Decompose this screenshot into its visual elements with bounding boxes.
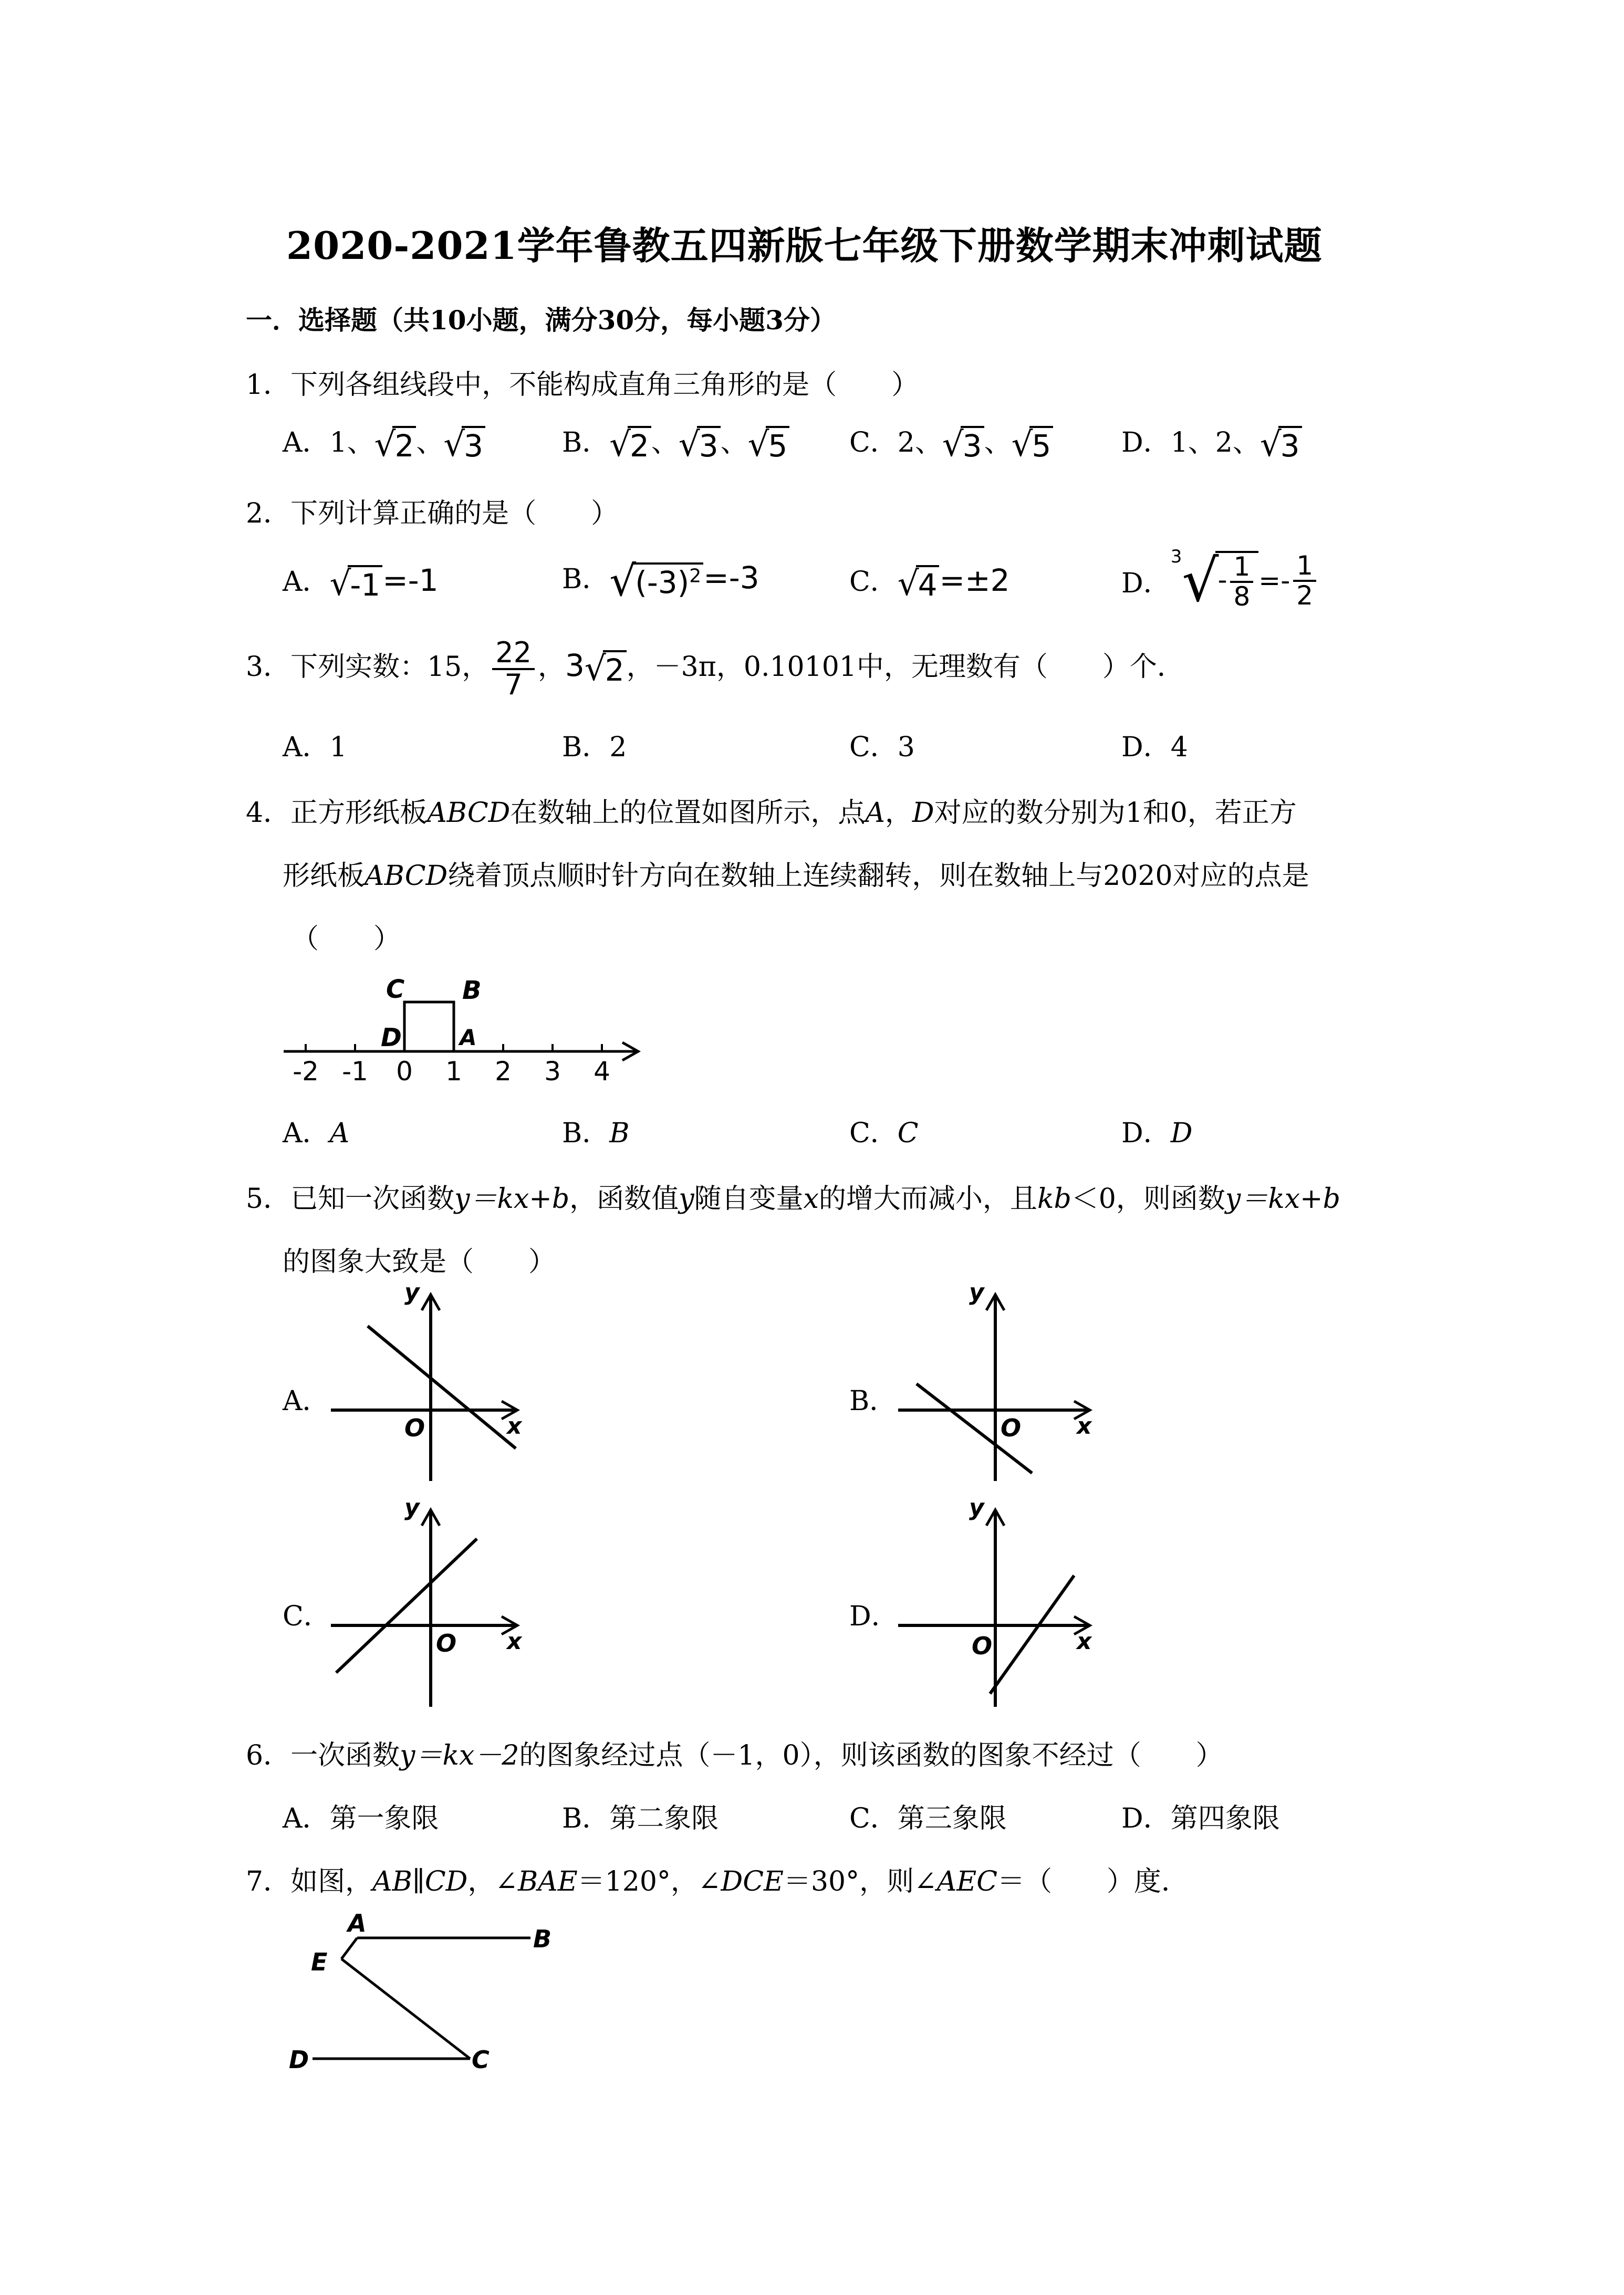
graph-c [331, 1494, 530, 1707]
question-7-stem: 7．如图，AB∥CD，∠BAE＝120°，∠DCE＝30°，则∠AEC＝（ ）度． [246, 1866, 1189, 1897]
origin-label: O [404, 1414, 425, 1442]
axis-y-label: y [404, 1279, 420, 1306]
q2-option-d[interactable]: D．$^3$√- $\frac{1}{8}$ =- $\frac{1}{2}$ [1121, 546, 1319, 614]
q2-option-a[interactable]: A．√-1=-1 [283, 562, 439, 603]
parallel-lines-figure [284, 1909, 578, 2085]
sqrt-symbol: √-1 [330, 564, 383, 603]
q6-option-d[interactable]: D．第四象限 [1121, 1803, 1280, 1834]
origin-label: O [1001, 1414, 1022, 1442]
function-line [368, 1326, 516, 1448]
page-title: 2020-2021学年鲁教五四新版七年级下册数学期末冲刺试题 [286, 223, 1323, 268]
point-label-b: B [533, 1925, 552, 1953]
square-abcd [404, 1002, 454, 1051]
axis-y-label: y [969, 1494, 984, 1521]
sqrt-symbol: √3 [942, 425, 984, 464]
axis-x-label: x [1077, 1413, 1092, 1439]
sqrt-symbol: √3 [1260, 425, 1302, 464]
sqrt-symbol: √4 [898, 564, 940, 603]
q5-option-d[interactable]: D． [849, 1601, 899, 1632]
q5-option-c[interactable]: C． [283, 1601, 331, 1632]
sqrt-symbol: √5 [1012, 425, 1054, 464]
section-heading: 一．选择题（共10小题，满分30分，每小题3分） [246, 305, 836, 336]
sqrt-symbol: √3 [679, 425, 721, 464]
vertex-label-a: A [460, 1025, 477, 1050]
function-line [990, 1576, 1074, 1694]
question-3-stem: 3．下列实数：15， $\frac{22}{7}$ ，3√2，－3π，0.10101中，无理数有（ ）个． [246, 636, 1184, 701]
number-line-figure [278, 972, 646, 1098]
q1-option-c[interactable]: C．2、√3、√5 [849, 420, 1053, 464]
q2-option-c[interactable]: C．√4=±2 [849, 562, 1010, 603]
axis-x-label: x [507, 1628, 522, 1655]
q1-option-d[interactable]: D．1、2、√3 [1121, 420, 1302, 464]
origin-label: O [436, 1629, 457, 1657]
sqrt-symbol: √2 [585, 649, 627, 688]
q1-option-a[interactable]: A．1、√2、√3 [283, 420, 485, 464]
axis-x-label: x [1077, 1628, 1092, 1655]
q4-option-b[interactable]: B．B [562, 1118, 630, 1149]
q6-option-c[interactable]: C．第三象限 [849, 1803, 1007, 1834]
question-4-line1: 4．正方形纸板ABCD在数轴上的位置如图所示，点A，D对应的数分别为1和0，若正方 [246, 797, 1297, 829]
vertex-label-d: D [381, 1023, 402, 1052]
q3-option-b[interactable]: B．2 [562, 732, 627, 763]
q2-option-b[interactable]: B．$√(-3)^2=-3$ [562, 557, 759, 606]
question-6-stem: 6．一次函数y＝kx－2的图象经过点（－1，0），则该函数的图象不经过（ ） [246, 1740, 1223, 1771]
point-label-a: A [348, 1909, 367, 1937]
sqrt-symbol: √2 [374, 425, 417, 464]
tick-label: 3 [544, 1056, 561, 1087]
graph-a [331, 1281, 530, 1481]
graph-b [893, 1281, 1103, 1481]
tick-label: -2 [293, 1056, 319, 1087]
question-4-line2: 形纸板ABCD绕着顶点顺时针方向在数轴上连续翻转，则在数轴上与2020对应的点是 [283, 860, 1309, 892]
graph-d [893, 1494, 1103, 1707]
tick-label: 2 [495, 1056, 512, 1087]
q6-option-b[interactable]: B．第二象限 [562, 1803, 719, 1834]
vertex-label-c: C [386, 975, 405, 1004]
point-label-e: E [311, 1948, 328, 1976]
tick-label: 0 [396, 1056, 413, 1087]
q4-option-d[interactable]: D．D [1121, 1118, 1193, 1149]
q1-option-b[interactable]: B．√2、√3、√5 [562, 420, 789, 464]
tick-label: 4 [594, 1056, 610, 1087]
origin-label: O [972, 1632, 993, 1660]
q6-option-a[interactable]: A．第一象限 [283, 1803, 439, 1834]
sqrt-symbol: √- $\frac{1}{8}$ [1182, 547, 1258, 614]
point-label-c: C [472, 2046, 490, 2074]
question-5-line1: 5．已知一次函数y＝kx+b，函数值y随自变量x的增大而减小，且kb＜0，则函数y＝kx+b [246, 1183, 1340, 1215]
q4-option-a[interactable]: A．A [283, 1118, 350, 1149]
question-2-stem: 2．下列计算正确的是（ ） [246, 498, 619, 529]
q5-option-a[interactable]: A． [283, 1385, 330, 1417]
q5-option-b[interactable]: B． [849, 1385, 897, 1417]
question-4-line3: （ ） [292, 923, 401, 955]
question-5-line2: 的图象大致是（ ） [283, 1246, 556, 1278]
axis-y-label: y [969, 1279, 984, 1306]
point-label-d: D [289, 2046, 309, 2074]
segment-ae [341, 1938, 357, 1959]
sqrt-symbol: √2 [609, 425, 651, 464]
q3-option-c[interactable]: C．3 [849, 732, 915, 763]
sqrt-symbol: √3 [443, 425, 485, 464]
q3-option-d[interactable]: D．4 [1121, 732, 1188, 763]
vertex-label-b: B [462, 976, 482, 1005]
tick-label: -1 [342, 1056, 368, 1087]
sqrt-symbol: √5 [748, 425, 790, 464]
axis-y-label: y [404, 1494, 420, 1521]
segment-ec [341, 1959, 470, 2059]
question-1-stem: 1．下列各组线段中，不能构成直角三角形的是（ ） [246, 369, 919, 401]
tick-label: 1 [445, 1056, 462, 1087]
q4-option-c[interactable]: C．C [849, 1118, 919, 1149]
sqrt-symbol: $√(-3)^2$ [609, 557, 703, 606]
axis-x-label: x [507, 1413, 522, 1439]
q3-option-a[interactable]: A．1 [283, 732, 347, 763]
